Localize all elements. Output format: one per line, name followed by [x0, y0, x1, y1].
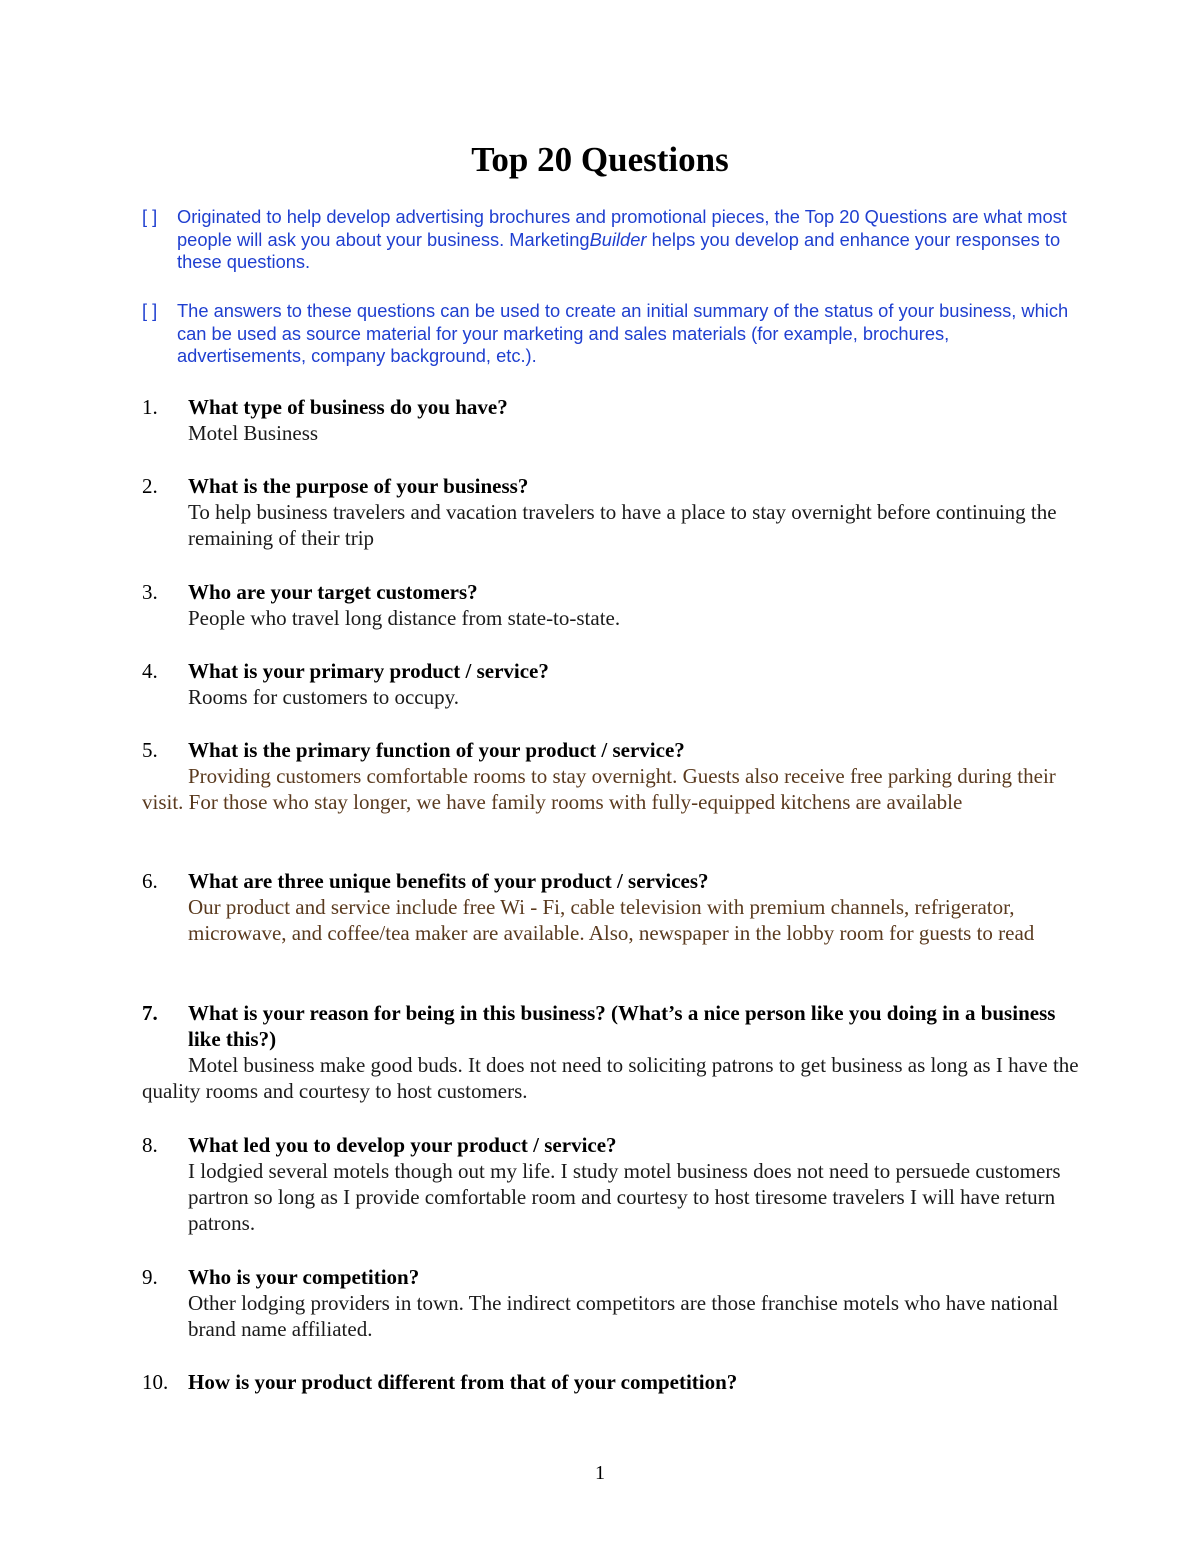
answer-text: People who travel long distance from state-to-state. [188, 606, 621, 630]
question-3 [142, 579, 1087, 631]
question-number: 7. [142, 1001, 158, 1025]
note-text: The answers to these questions can be used to create an initial summary of the status of your business, which can be used as source material for your marketing and sales materials (for example, brochures, advertisements, company background, etc.). [177, 300, 1069, 366]
question-number: 3. [142, 580, 158, 604]
question-8 [142, 1132, 1087, 1236]
answer-text: Providing customers comfortable rooms to stay overnight. Guests also receive free parking during their visit. For those who stay longer, we have family rooms with fully-equipped kitchens are available [142, 764, 1056, 814]
question-number: 1. [142, 395, 158, 419]
note-text-italic: Builder [589, 228, 647, 250]
question-number: 10. [142, 1370, 169, 1394]
question-7 [142, 1000, 1087, 1104]
question-text: How is your product different from that of your competition? [188, 1370, 738, 1394]
question-number: 2. [142, 474, 158, 498]
note-checkbox: [ ] [142, 206, 158, 227]
question-9 [142, 1264, 1087, 1342]
question-1 [142, 394, 1087, 446]
answer-text: Other lodging providers in town. The indirect competitors are those franchise motels who have national brand name affiliated. [188, 1291, 1059, 1341]
answer-text: Motel Business [188, 421, 319, 445]
question-text: Who are your target customers? [188, 580, 478, 604]
question-10 [142, 1369, 1087, 1395]
question-2 [142, 473, 1087, 551]
question-4 [142, 658, 1087, 710]
question-number: 9. [142, 1265, 158, 1289]
answer-text: I lodgied several motels though out my life. I study motel business does not need to persuede customers partron so long as I provide comfortable room and courtesy to host tiresome travelers I will have return patrons. [188, 1159, 1061, 1235]
question-number: 4. [142, 659, 158, 683]
question-number: 8. [142, 1133, 158, 1157]
question-text: What is your primary product / service? [188, 659, 549, 683]
question-text: What is the purpose of your business? [188, 474, 529, 498]
note-checkbox: [ ] [142, 300, 158, 321]
page-title: Top 20 Questions [471, 140, 729, 179]
page-number: 1 [595, 1462, 605, 1484]
answer-text: Rooms for customers to occupy. [188, 685, 460, 709]
intro-note-1 [142, 206, 1082, 274]
question-5 [142, 737, 1087, 815]
question-text: Who is your competition? [188, 1265, 420, 1289]
question-6 [142, 868, 1087, 946]
question-text: What type of business do you have? [188, 395, 508, 419]
question-number: 5. [142, 738, 158, 762]
question-text: What is the primary function of your product / service? [188, 738, 685, 762]
answer-text: Motel business make good buds. It does not need to soliciting patrons to get business as long as I have the quality rooms and courtesy to host customers. [142, 1053, 1079, 1103]
question-number: 6. [142, 869, 158, 893]
question-text: What led you to develop your product / service? [188, 1133, 617, 1157]
answer-text: To help business travelers and vacation travelers to have a place to stay overnight before continuing the remaining of their trip [188, 500, 1057, 550]
intro-note-2 [142, 300, 1082, 368]
question-text: What is your reason for being in this business? (What’s a nice person like you doing in a business like this?) [188, 1001, 1056, 1051]
note-text [177, 206, 1082, 274]
question-text: What are three unique benefits of your product / services? [188, 869, 709, 893]
answer-text: Our product and service include free Wi - Fi, cable television with premium channels, refrigerator, microwave, and coffee/tea maker are available. Also, newspaper in the lobby room for guests to read [188, 895, 1035, 945]
note-text-after: helps you develop and enhance your responses to these questions. [177, 228, 1061, 272]
note-text-before: Originated to help develop advertising brochures and promotional pieces, the Top 20 Questions are what most people will ask you about your business. Marketing [177, 206, 1067, 250]
